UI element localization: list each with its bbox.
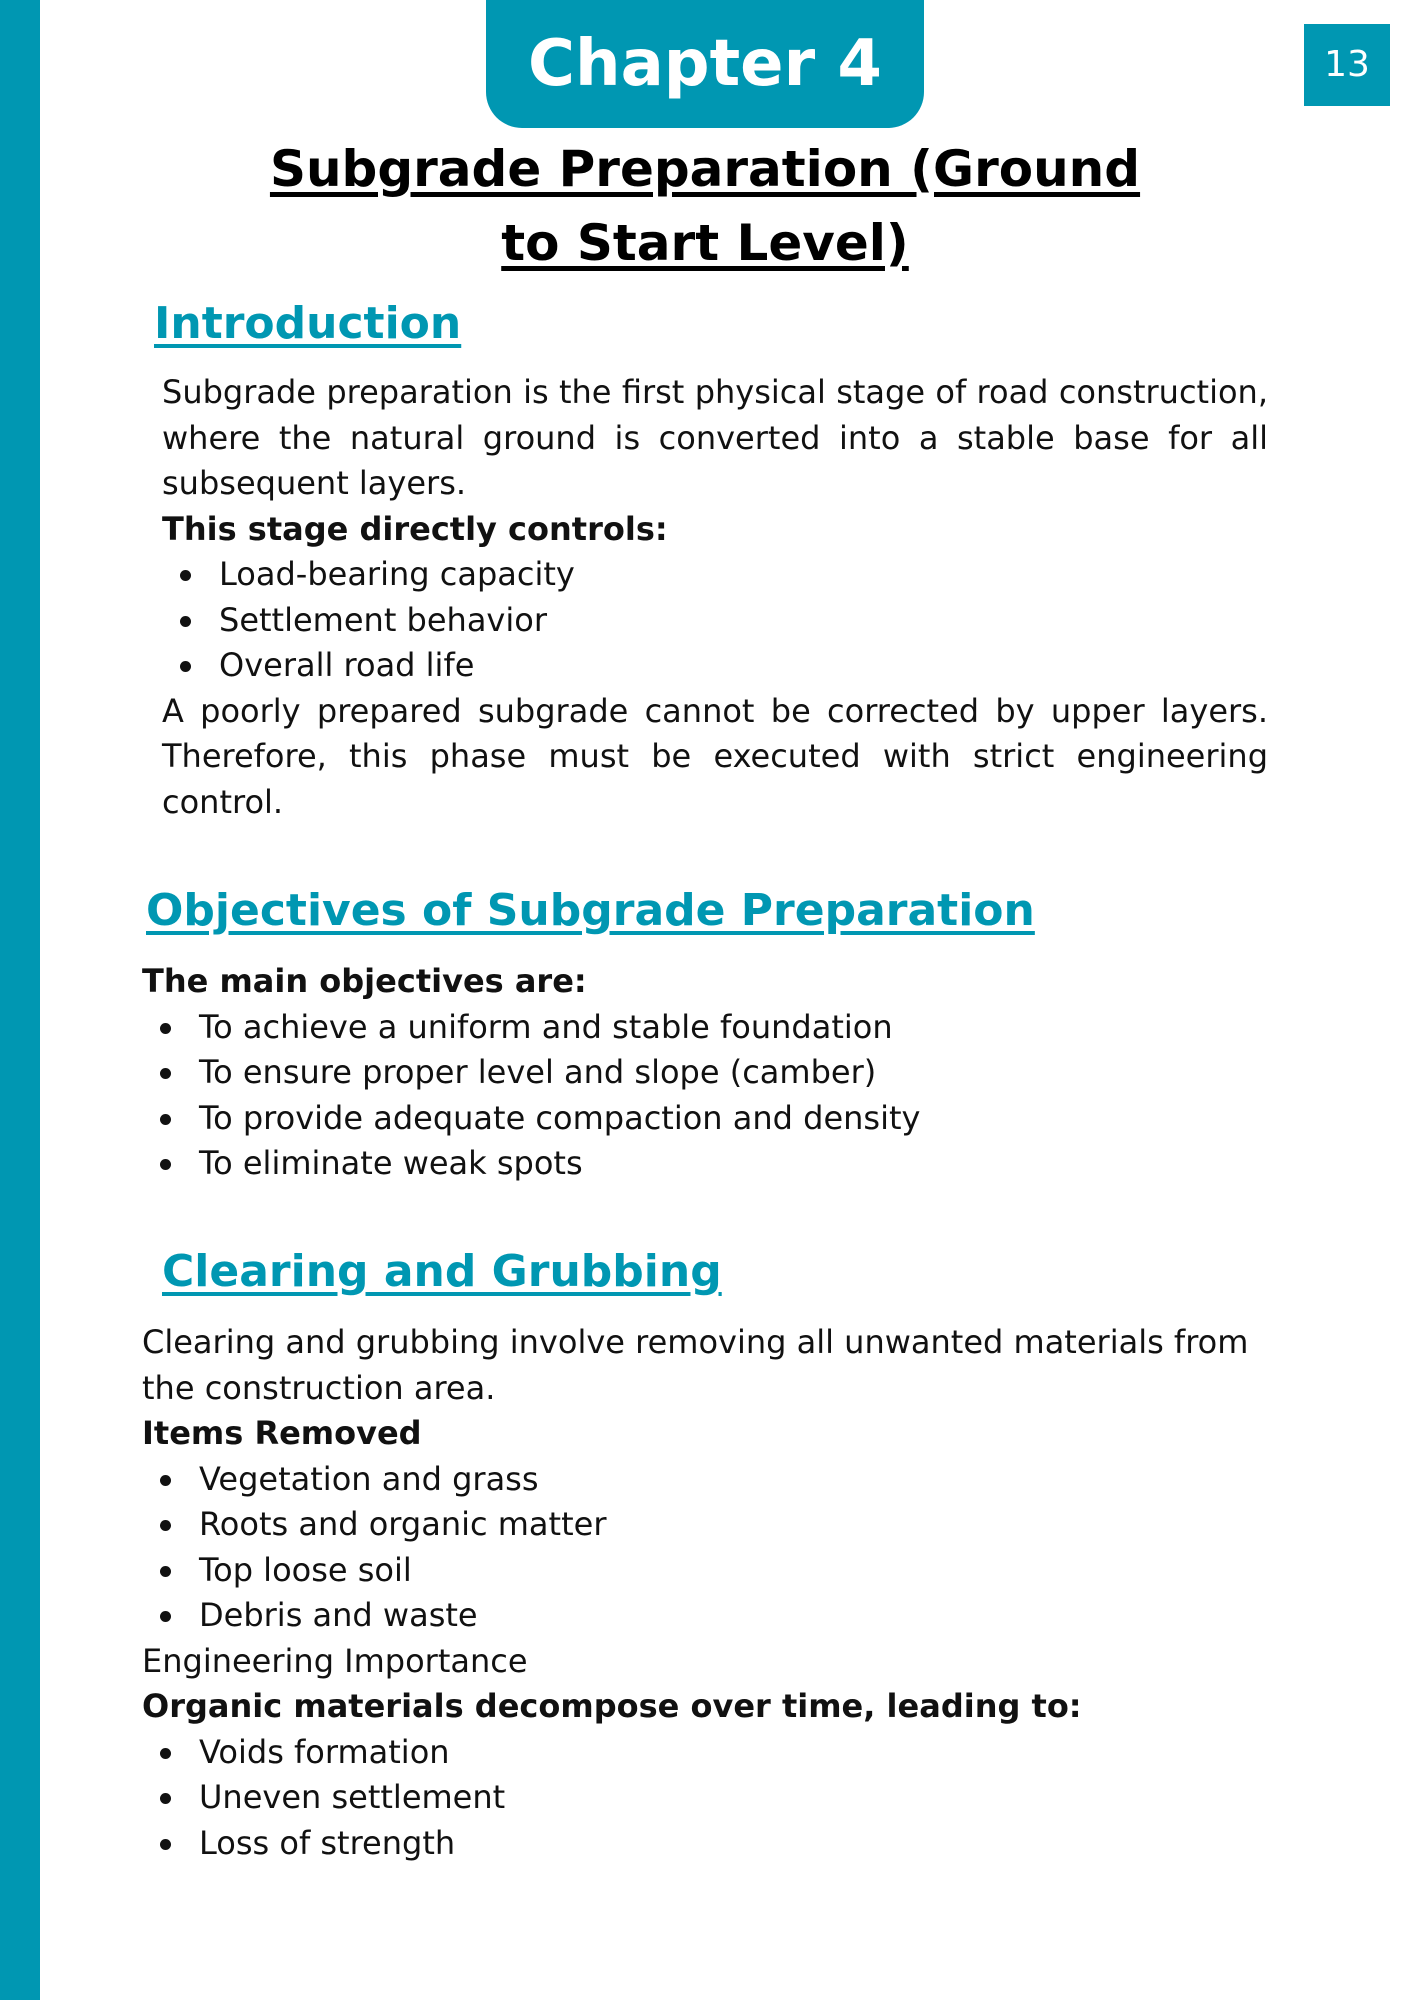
list-item: To achieve a uniform and stable foundation xyxy=(142,1005,1292,1051)
objectives-heading: Objectives of Subgrade Preparation xyxy=(146,885,1035,936)
decomposition-effects-list xyxy=(142,1730,1292,1867)
organic-materials-label: Organic materials decompose over time, leading to: xyxy=(142,1687,1082,1725)
sidebar-stripe xyxy=(0,0,40,2000)
page-number: 13 xyxy=(1304,24,1390,106)
list-item: To ensure proper level and slope (camber) xyxy=(142,1050,1292,1096)
bullet-icon xyxy=(160,1068,171,1079)
chapter-title-line-1: Subgrade Preparation (Ground xyxy=(269,140,1141,198)
controls-list xyxy=(162,552,1268,689)
list-item: Top loose soil xyxy=(142,1548,1292,1594)
items-removed-label: Items Removed xyxy=(142,1414,422,1452)
list-item: To provide adequate compaction and density xyxy=(142,1096,1292,1142)
list-item: To eliminate weak spots xyxy=(142,1141,1292,1187)
objectives-list xyxy=(142,1005,1292,1187)
chapter-tab: Chapter 4 xyxy=(486,0,924,128)
list-item: Debris and waste xyxy=(142,1593,1292,1639)
list-item: Voids formation xyxy=(142,1730,1292,1776)
list-item: Overall road life xyxy=(162,643,1268,689)
introduction-paragraph-1: Subgrade preparation is the first physical stage of road construction, where the natural ground is converted into a stable base for all subsequent layers. xyxy=(162,373,1268,502)
list-item: Loss of strength xyxy=(142,1821,1292,1867)
controls-label: This stage directly controls: xyxy=(162,509,668,548)
introduction-paragraph-2: A poorly prepared subgrade cannot be corrected by upper layers. Therefore, this phase must be executed with strict engineering control. xyxy=(162,691,1268,821)
bullet-icon xyxy=(160,1566,171,1577)
bullet-icon xyxy=(180,616,191,627)
bullet-icon xyxy=(160,1520,171,1531)
items-removed-list xyxy=(142,1457,1292,1639)
introduction-section xyxy=(162,370,1268,825)
bullet-icon xyxy=(160,1839,171,1850)
list-item: Vegetation and grass xyxy=(142,1457,1292,1503)
list-item: Roots and organic matter xyxy=(142,1502,1292,1548)
engineering-importance-label: Engineering Importance xyxy=(142,1641,528,1680)
clearing-paragraph: Clearing and grubbing involve removing all unwanted materials from the construction area. xyxy=(142,1323,1249,1407)
bullet-icon xyxy=(160,1023,171,1034)
objectives-intro-label: The main objectives are: xyxy=(142,962,587,1000)
list-item: Uneven settlement xyxy=(142,1775,1292,1821)
chapter-title xyxy=(240,132,1170,280)
bullet-icon xyxy=(180,661,191,672)
list-item: Settlement behavior xyxy=(162,598,1268,644)
list-item: Load-bearing capacity xyxy=(162,552,1268,598)
objectives-section xyxy=(142,959,1292,1187)
chapter-title-line-2: to Start Level) xyxy=(501,214,909,272)
clearing-heading: Clearing and Grubbing xyxy=(162,1246,722,1297)
bullet-icon xyxy=(160,1793,171,1804)
clearing-section xyxy=(142,1320,1292,1866)
bullet-icon xyxy=(160,1159,171,1170)
introduction-heading: Introduction xyxy=(154,298,462,349)
bullet-icon xyxy=(160,1611,171,1622)
bullet-icon xyxy=(160,1114,171,1125)
bullet-icon xyxy=(160,1748,171,1759)
bullet-icon xyxy=(180,570,191,581)
bullet-icon xyxy=(160,1475,171,1486)
